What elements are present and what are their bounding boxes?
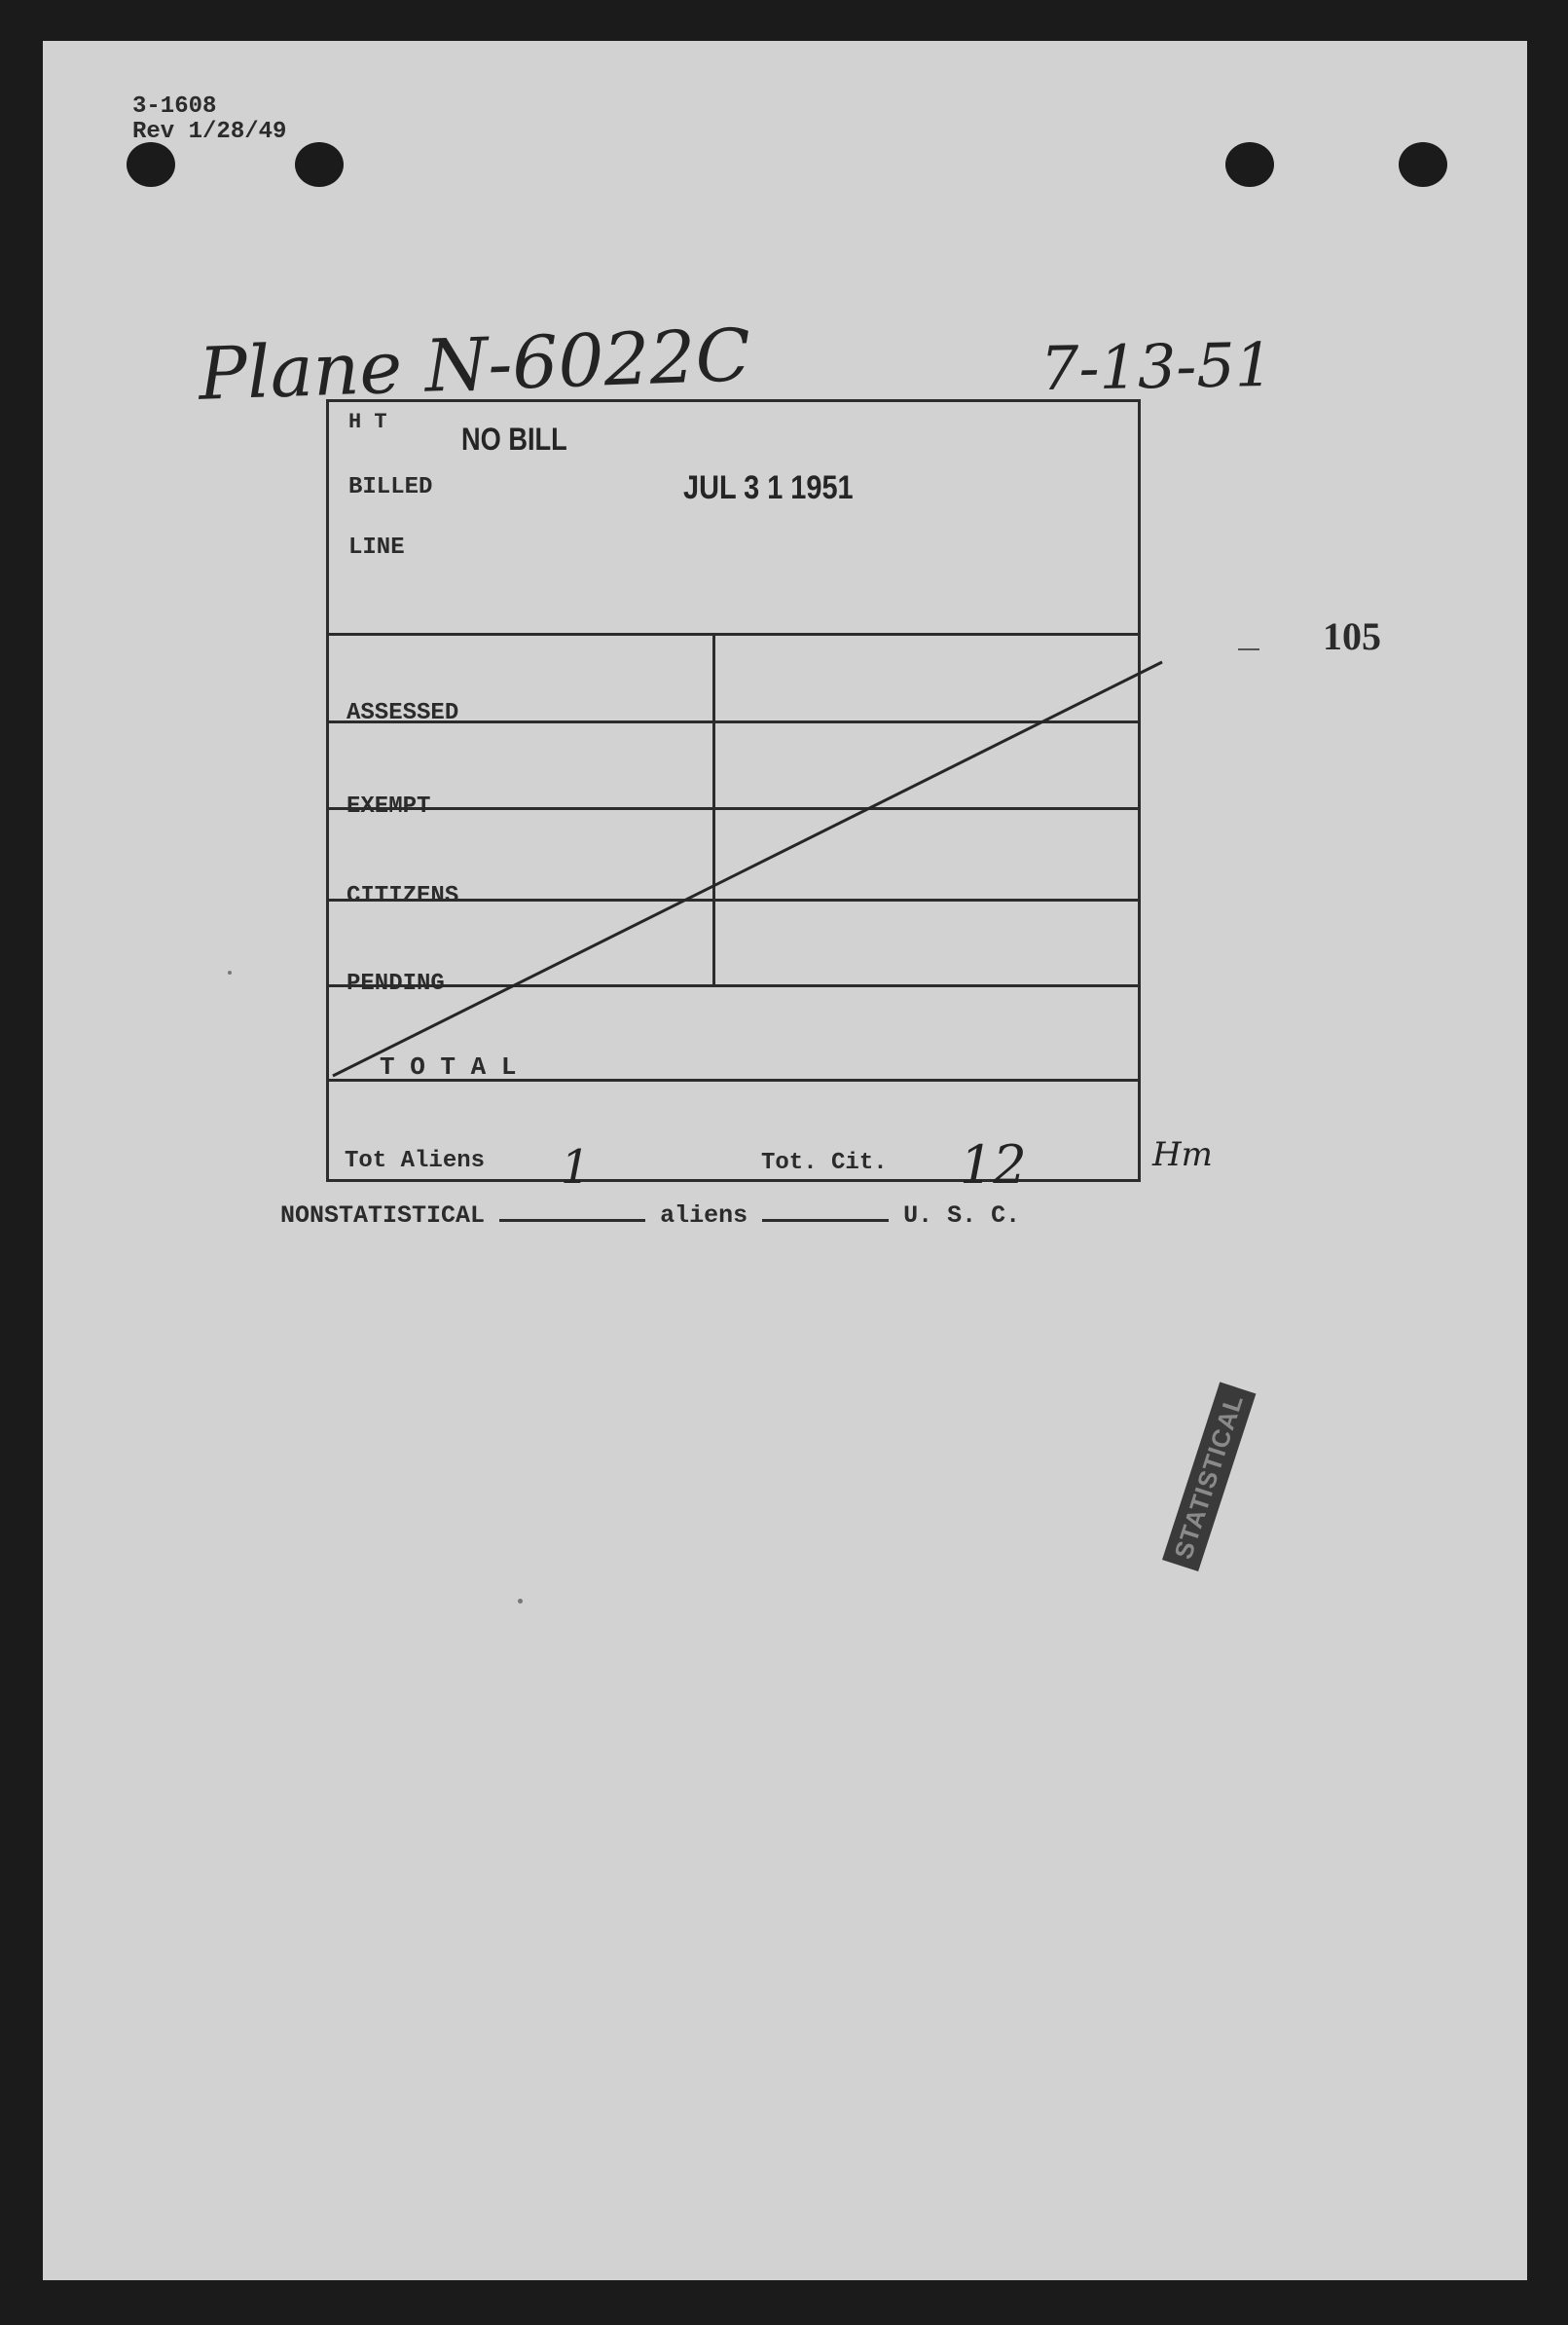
row-label-citizens: CITIZENS (346, 883, 459, 909)
tot-aliens-label: Tot Aliens (345, 1148, 486, 1174)
aliens-blank (762, 1219, 889, 1222)
nonstatistical-label: NONSTATISTICAL (280, 1201, 486, 1230)
paper-speck (518, 1599, 523, 1604)
date-stamp: JUL 3 1 1951 (683, 469, 854, 506)
ht-label: H T (348, 410, 387, 434)
billed-label: BILLED (348, 474, 433, 500)
nonstatistical-blank (499, 1219, 645, 1222)
tot-aliens-value: 1 (561, 1140, 591, 1195)
aliens-label: aliens (660, 1201, 748, 1230)
form-number: 3-1608 (132, 93, 217, 120)
tot-cit-label: Tot. Cit. (761, 1150, 888, 1176)
nonstatistical-line (280, 1201, 1020, 1230)
row-label-pending: PENDING (346, 971, 445, 997)
usc-label: U. S. C. (903, 1201, 1021, 1230)
row-label-exempt: EXEMPT (346, 793, 431, 820)
handwritten-plane: Plane N-6022C (197, 314, 752, 417)
form-revision: Rev 1/28/49 (132, 119, 287, 145)
page-number: 105 (1323, 614, 1381, 658)
document-page (43, 41, 1527, 2280)
total-label: T O T A L (380, 1052, 517, 1082)
handwritten-date: 7-13-51 (1039, 328, 1274, 405)
handwritten-initials: Hm (1152, 1135, 1213, 1174)
paper-speck (228, 971, 232, 975)
row-label-assessed: ASSESSED (346, 700, 459, 726)
tot-cit-value: 12 (960, 1134, 1027, 1196)
diagonal-cancel-line (43, 41, 1527, 2280)
no-bill-stamp: NO BILL (461, 422, 567, 457)
line-label: LINE (348, 535, 405, 561)
statistical-stamp: STATISTICAL (1162, 1382, 1256, 1571)
